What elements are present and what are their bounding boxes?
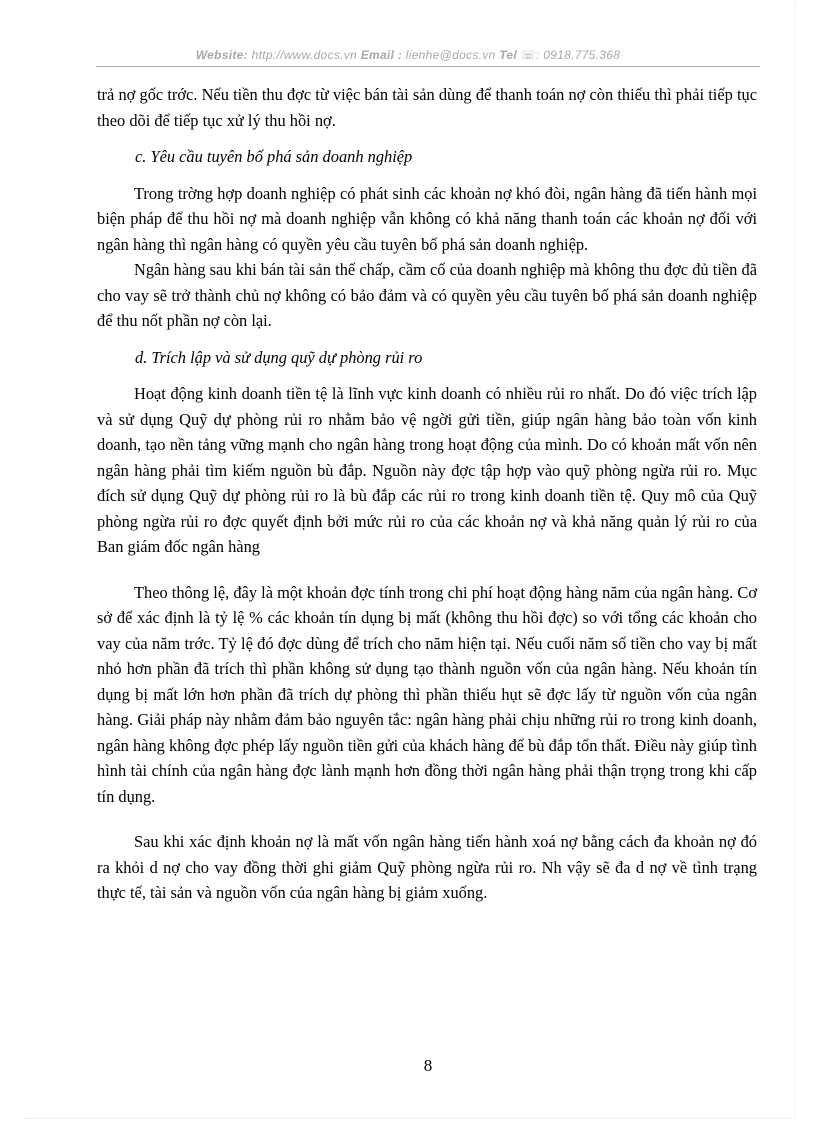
page-border-right — [794, 0, 795, 1118]
section-heading-c: c. Yêu cầu tuyên bố phá sản doanh nghiệp — [135, 147, 413, 166]
page-number: 8 — [423, 1056, 433, 1075]
document-body — [97, 82, 757, 906]
paragraph-continuation: trả nợ gốc trớc. Nếu tiền thu đợc từ việc bán tài sản dùng để thanh toán nợ còn thiếu thì phải tiếp tục theo dõi để tiếp tục xử lý thu hồi nợ. — [97, 85, 757, 130]
tel-label: Tel — [499, 48, 517, 62]
email-value: lienhe@docs.vn — [405, 48, 496, 62]
website-value: http://www.docs.vn — [251, 48, 358, 62]
page-border-bottom — [24, 1118, 794, 1119]
header-rule — [96, 66, 760, 67]
paragraph-bankruptcy-2: Ngân hàng sau khi bán tài sản thế chấp, cầm cố của doanh nghiệp mà không thu đợc đủ tiền đã cho vay sẽ trở thành chủ nợ không có bảo đảm và có quyền yêu cầu tuyên bố phá sản doanh nghiệp để thu nốt phần nợ còn lại. — [97, 260, 757, 330]
paragraph-risk-fund-1: Hoạt động kinh doanh tiền tệ là lĩnh vực kinh doanh có nhiều rủi ro nhất. Do đó việc trích lập và sử dụng Quỹ dự phòng rủi ro nhằm bảo vệ ngời gửi tiền, giúp ngân hàng bảo toàn vốn kinh doanh, tạo nền tảng vững mạnh cho ngân hàng trong hoạt động của mình. Do có khoản mất vốn nên ngân hàng phải tìm kiếm nguồn bù đắp. Nguồn này đợc tập hợp vào quỹ phòng ngừa rủi ro. Mục đích sử dụng Quỹ dự phòng rủi ro là bù đắp các rủi ro trong kinh doanh tiền tệ. Quy mô của Quỹ phòng ngừa rủi ro đợc quyết định bởi mức rủi ro của các khoản nợ và khả năng quản lý rủi ro của Ban giám đốc ngân hàng — [97, 384, 757, 556]
website-label: Website: — [195, 48, 248, 62]
tel-value: : 0918.775.368 — [535, 48, 621, 62]
email-label: Email : — [360, 48, 403, 62]
paragraph-risk-fund-2: Theo thông lệ, đây là một khoản đợc tính trong chi phí hoạt động hàng năm của ngân hàng. Cơ sở để xác định là tỷ lệ % các khoản tín dụng bị mất (không thu hồi đợc) so với tổng các khoản cho vay của năm trớc. Tỷ lệ đó đợc dùng để trích cho năm hiện tại. Nếu cuối năm số tiền cho vay bị mất nhỏ hơn phần đã trích thì phần không sử dụng tạo thành nguồn vốn của ngân hàng. Nếu khoản tín dụng bị mất lớn hơn phần đã trích dự phòng thì phần thiếu hụt sẽ đợc lấy từ nguồn vốn của ngân hàng. Giải pháp này nhằm đảm bảo nguyên tắc: ngân hàng phải chịu những rủi ro trong kinh doanh, ngân hàng không đợc phép lấy nguồn tiền gửi của khách hàng để bù đắp tổn thất. Điều này giúp tình hình tài chính của ngân hàng đợc lành mạnh hơn đồng thời ngân hàng phải thận trọng trong khi cấp tín dụng. — [97, 582, 757, 806]
section-heading-d: d. Trích lập và sử dụng quỹ dự phòng rủi ro — [135, 347, 423, 367]
paragraph-risk-fund-3: Sau khi xác định khoản nợ là mất vốn ngân hàng tiến hành xoá nợ bằng cách đa khoản nợ đó ra khỏi d nợ cho vay đồng thời ghi giảm Quỹ phòng ngừa rủi ro. Nh vậy sẽ đa d nợ về tình trạng thực tế, tài sản và nguồn vốn của ngân hàng bị giảm xuống. — [97, 832, 757, 902]
paragraph-bankruptcy-1: Trong trờng hợp doanh nghiệp có phát sinh các khoản nợ khó đòi, ngân hàng đã tiến hành mọi biện pháp để thu hồi nợ mà doanh nghiệp vẫn không có khả năng thanh toán các khoản nợ đối với ngân hàng thì ngân hàng có quyền yêu cầu tuyên bố phá sản doanh nghiệp. — [97, 183, 757, 254]
phone-icon: ☏ — [520, 48, 536, 62]
page-header — [0, 48, 816, 62]
